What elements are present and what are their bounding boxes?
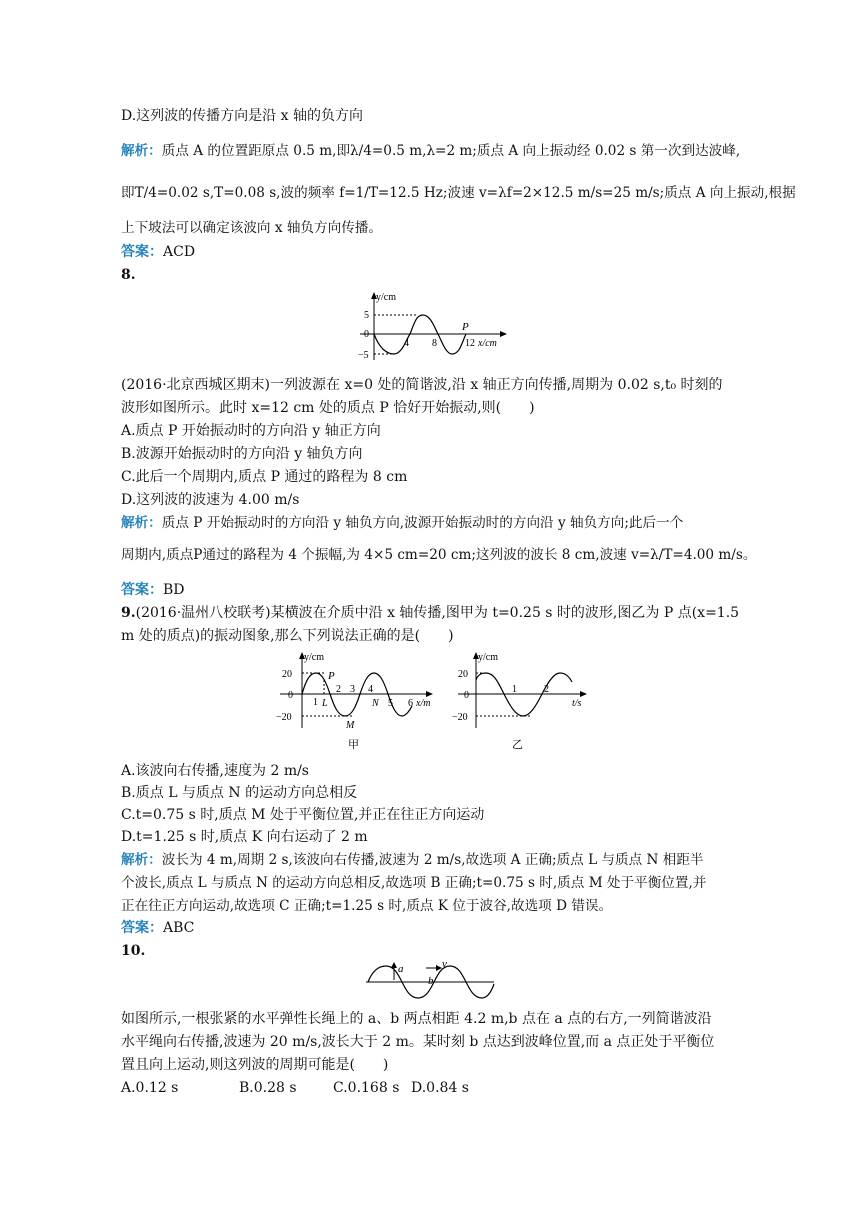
q10-label-b: b [428, 975, 434, 987]
jia-x-axis-label: x/m [416, 698, 431, 709]
jia-tick-3: 3 [350, 684, 355, 695]
q9-answer-value: ABC [163, 920, 195, 936]
yi-x-axis-label: t/s [572, 698, 582, 709]
q10-option-d: D.0.84 s [411, 1080, 469, 1096]
q8-tick-4: 4 [404, 338, 409, 349]
q10-options [121, 1078, 469, 1098]
jia-point-M: M [346, 720, 355, 731]
q9-option-a: A.该波向右传播,速度为 2 m/s [121, 763, 309, 779]
jia-point-N: N [372, 698, 379, 709]
q7-jiexi-line1 [121, 141, 740, 161]
q9-figure-jia [272, 650, 442, 754]
jia-tick-20: 20 [282, 669, 292, 680]
q8-stem-1: (2016·北京西城区期末)一列波源在 x=0 处的简谐波,沿 x 轴正方向传播,周期为 0.02 s,t₀ 时刻的 [121, 377, 723, 393]
q9-jiexi-line1 [121, 850, 704, 870]
q7-jiexi-line3: 上下坡法可以确定该波向 x 轴负方向传播。 [121, 220, 382, 236]
q8-tick-m5: −5 [358, 350, 369, 361]
yi-tick-0: 0 [464, 690, 469, 701]
q8-point-P: P [462, 321, 469, 333]
jia-tick-1: 1 [313, 697, 318, 708]
q10-option-c: C.0.168 s [333, 1080, 400, 1096]
jiexi-label: 解析： [121, 852, 162, 868]
answer-label: 答案： [121, 920, 163, 936]
jia-caption: 甲 [348, 739, 359, 751]
q9-option-b: B.质点 L 与质点 N 的运动方向总相反 [121, 785, 358, 801]
q8-tick-8: 8 [432, 338, 437, 349]
jia-tick-0: 0 [288, 690, 293, 701]
q8-answer [121, 580, 185, 600]
jia-tick-6: 6 [408, 698, 413, 709]
q8-wave-figure [352, 290, 512, 362]
q7-jiexi-text1: 质点 A 的位置距原点 0.5 m,即λ/4=0.5 m,λ=2 m;质点 A 向上振动经 0.02 s 第一次到达波峰, [161, 143, 741, 159]
jia-point-L: L [322, 698, 328, 709]
jia-tick-2: 2 [336, 684, 341, 695]
q10-rope-figure [366, 958, 496, 1004]
q8-x-axis-label: x/cm [478, 338, 497, 349]
yi-tick-1: 1 [512, 684, 517, 695]
q10-label-a: a [398, 963, 404, 975]
q10-stem-1: 如图所示,一根张紧的水平弹性长绳上的 a、b 两点相距 4.2 m,b 点在 a 点的右方,一列简谐波沿 [121, 1011, 712, 1027]
yi-tick-20: 20 [458, 669, 468, 680]
q8-tick-12: 12 [465, 338, 475, 349]
q8-stem-2: 波形如图所示。此时 x=12 cm 处的质点 P 恰好开始振动,则( ) [121, 400, 535, 416]
q9-answer [121, 918, 194, 938]
q9-stem-1-text: (2016·温州八校联考)某横波在介质中沿 x 轴传播,图甲为 t=0.25 s 时的波形,图乙为 P 点(x=1.5 [135, 605, 740, 621]
q9-stem-2: m 处的质点)的振动图象,那么下列说法正确的是( ) [121, 628, 454, 644]
q9-option-d: D.t=1.25 s 时,质点 K 向右运动了 2 m [121, 829, 368, 845]
q7-jiexi-line2: 即T/4=0.02 s,T=0.08 s,波的频率 f=1/T=12.5 Hz;波速 v=λf=2×12.5 m/s=25 m/s;质点 A 向上振动,根据 [121, 185, 796, 201]
q10-option-b: B.0.28 s [239, 1080, 297, 1096]
jiexi-label: 解析： [121, 515, 162, 531]
q8-option-a: A.质点 P 开始振动时的方向沿 y 轴正方向 [121, 423, 381, 439]
q8-option-d: D.这列波的波速为 4.00 m/s [121, 492, 300, 508]
q7-answer-value: ACD [163, 244, 196, 260]
q9-number: 9. [121, 605, 136, 621]
yi-tick-2: 2 [544, 684, 549, 695]
jiexi-label: 解析： [121, 143, 162, 159]
q9-stem-1 [121, 603, 739, 623]
q9-jiexi-line3: 正在往正方向运动,故选项 C 正确;t=1.25 s 时,质点 K 位于波谷,故选项 D 错误。 [121, 898, 613, 914]
q7-answer [121, 242, 195, 262]
q9-figure-yi [452, 650, 592, 754]
q8-jiexi-line2: 周期内,质点P通过的路程为 4 个振幅,为 4×5 cm=20 cm;这列波的波长 8 cm,波速 v=λ/T=4.00 m/s。 [121, 547, 757, 563]
jia-tick-4: 4 [368, 684, 373, 695]
q8-y-axis-label: y/cm [376, 292, 396, 303]
jia-tick-m20: −20 [276, 712, 292, 723]
yi-tick-m20: −20 [452, 712, 468, 723]
q8-number: 8. [121, 267, 136, 283]
q10-option-a: A.0.12 s [121, 1080, 179, 1096]
q10-label-v: v [442, 958, 447, 970]
jia-point-P: P [328, 670, 335, 682]
q9-jiexi-line2: 个波长,质点 L 与质点 N 的运动方向总相反,故选项 B 正确;t=0.75 s 时,质点 M 处于平衡位置,并 [121, 875, 707, 891]
q8-tick-5: 5 [364, 310, 369, 321]
jia-y-axis-label: y/cm [304, 652, 324, 663]
q8-option-b: B.波源开始振动时的方向沿 y 轴负方向 [121, 446, 363, 462]
q8-answer-value: BD [163, 582, 185, 598]
q7-option-d: D.这列波的传播方向是沿 x 轴的负方向 [121, 108, 363, 124]
yi-y-axis-label: y/cm [478, 652, 498, 663]
answer-label: 答案： [121, 582, 163, 598]
q10-number: 10. [121, 943, 146, 959]
q9-option-c: C.t=0.75 s 时,质点 M 处于平衡位置,并正在往正方向运动 [121, 807, 485, 823]
answer-label: 答案： [121, 244, 163, 260]
q8-jiexi-line1 [121, 513, 683, 533]
q10-stem-2: 水平绳向右传播,波速为 20 m/s,波长大于 2 m。某时刻 b 点达到波峰位置,而 a 点正处于平衡位 [121, 1034, 715, 1050]
q8-jiexi-text1: 质点 P 开始振动时的方向沿 y 轴负方向,波源开始振动时的方向沿 y 轴负方向;此后一个 [161, 515, 684, 531]
q10-stem-3: 置且向上运动,则这列波的周期可能是( ) [121, 1057, 389, 1073]
q9-jiexi-text1: 波长为 4 m,周期 2 s,该波向右传播,波速为 2 m/s,故选项 A 正确;质点 L 与质点 N 相距半 [161, 852, 704, 868]
q8-option-c: C.此后一个周期内,质点 P 通过的路程为 8 cm [121, 469, 408, 485]
jia-tick-5: 5 [388, 698, 393, 709]
yi-caption: 乙 [512, 739, 523, 751]
q8-tick-0: 0 [364, 329, 369, 340]
